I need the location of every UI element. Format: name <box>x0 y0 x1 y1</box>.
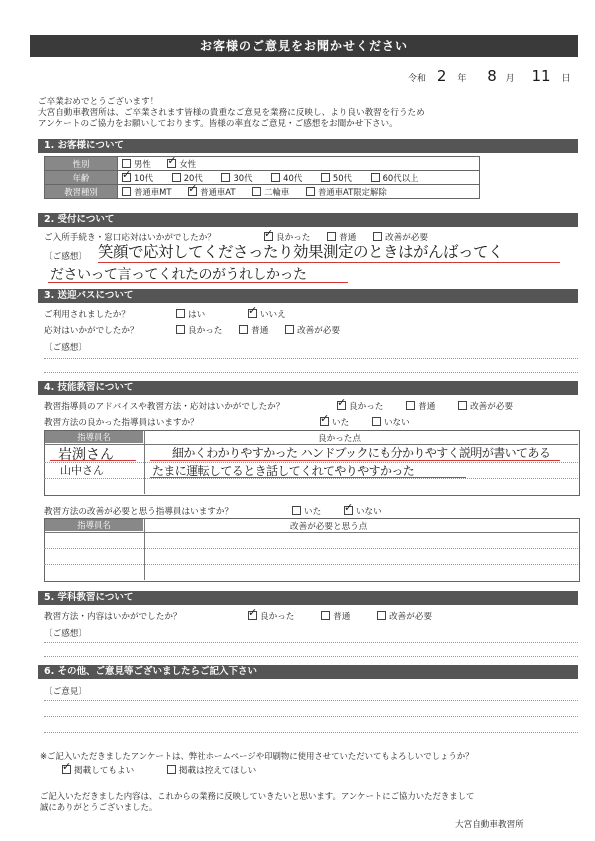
bus-good-option[interactable] <box>176 324 222 336</box>
good-points-header: 良かった点 <box>318 434 361 444</box>
age-label: 年齢 <box>45 171 118 185</box>
improve-points-header: 改善が必要と思う点 <box>290 522 368 532</box>
class-comment-label: 〔ご感想〕 <box>44 629 87 639</box>
age-40s-option[interactable] <box>271 172 302 184</box>
course-type-label: 教習種別 <box>45 185 118 199</box>
date-month-unit: 月 <box>505 74 515 84</box>
good-instructor-yes-label: いた <box>332 418 350 428</box>
improve-instructor-yes-option[interactable] <box>292 505 321 517</box>
intro-line-3: アンケートのご協力をお願いしております。皆様の率直なご意見・ご感想をお聞かせ下さい。 <box>38 119 398 129</box>
type-bike-label: 二輪車 <box>264 186 290 197</box>
type-at-option[interactable] <box>188 186 235 198</box>
good-instructor-yes-option[interactable] <box>320 416 349 428</box>
bus-comment-line-2[interactable] <box>44 372 578 373</box>
skill-improve-option[interactable] <box>458 400 513 412</box>
bus-service-options <box>176 324 354 336</box>
gender-options <box>118 157 480 171</box>
age-20s-checkbox[interactable] <box>172 173 181 182</box>
good-point-1[interactable]: 細かくわかりやすかった ハンドブックにも分かりやすく説明が書いてある <box>172 446 551 460</box>
publish-ok-option[interactable] <box>62 764 134 776</box>
class-good-label: 良かった <box>260 612 295 622</box>
good-point-2[interactable]: たまに運転してるとき話してくれてやりやすかった <box>152 464 415 478</box>
skill-normal-checkbox[interactable] <box>406 401 415 410</box>
type-at-release-label: 普通車AT限定解除 <box>317 186 387 197</box>
section-2-heading: 2. 受付について <box>38 213 578 227</box>
improve-instructor-no-checkbox[interactable] <box>344 506 353 515</box>
type-bike-checkbox[interactable] <box>252 187 261 196</box>
type-bike-option[interactable] <box>252 186 289 198</box>
reception-comment-line-1[interactable]: 笑顔で応対してくださったり効果測定のときはがんばってく <box>98 243 504 261</box>
bus-improve-label: 改善が必要 <box>297 326 341 336</box>
age-60s-option[interactable] <box>371 172 419 184</box>
good-point-2-underline <box>150 477 466 478</box>
good-instructor-name-2[interactable]: 山中さん <box>60 464 104 477</box>
type-at-label: 普通車AT <box>200 186 236 197</box>
good-instructor-yes-checkbox[interactable] <box>320 417 329 426</box>
class-normal-checkbox[interactable] <box>321 611 330 620</box>
publish-ng-checkbox[interactable] <box>167 765 176 774</box>
bus-improve-checkbox[interactable] <box>285 325 294 334</box>
closing-line-2: 誠にありがとうございました。 <box>40 802 158 812</box>
publish-ok-checkbox[interactable] <box>62 765 71 774</box>
age-30s-option[interactable] <box>221 172 252 184</box>
organization-name: 大宮自動車教習所 <box>455 820 524 830</box>
age-40s-label: 40代 <box>283 172 303 183</box>
publish-ok-label: 掲載してもよい <box>74 766 135 776</box>
gender-male-label: 男性 <box>134 158 151 169</box>
class-question: 教習方法・内容はいかがでしたか？ <box>44 612 182 622</box>
skill-advice-question: 教習指導員のアドバイスや教習方法・応対はいかがでしたか？ <box>44 402 285 412</box>
reception-normal-label: 普通 <box>339 233 357 243</box>
closing-line-1: ご記入いただきました内容は、これからの業務に反映していきたいと思います。アンケートにご協力いただきまして <box>40 791 475 801</box>
bus-comment-line-1[interactable] <box>44 358 578 359</box>
age-10s-checkbox[interactable] <box>122 173 131 182</box>
publish-ng-label: 掲載は控えてほしい <box>178 766 257 776</box>
type-mt-label: 普通車MT <box>134 186 172 197</box>
improve-instructor-no-option[interactable] <box>344 505 382 517</box>
other-comment-line-3[interactable] <box>44 732 578 733</box>
intro-line-2: 大宮自動車教習所は、ご卒業されます皆様の貴重なご意見を業務に反映し、より良い教習を行うため <box>38 108 425 118</box>
improve-instructor-table-divider <box>144 518 145 580</box>
reception-question: ご入所手続き・窓口応対はいかがでしたか？ <box>44 233 216 243</box>
skill-improve-checkbox[interactable] <box>458 401 467 410</box>
good-point-1-underline <box>150 460 560 461</box>
page-title: お客様のご意見をお聞かせください <box>30 35 578 57</box>
section-6-heading: 6. その他、ご意見等ございましたらご記入下さい <box>38 665 578 679</box>
bus-usage-options <box>176 308 300 320</box>
class-comment-line-2[interactable] <box>44 656 578 657</box>
bus-usage-no-checkbox[interactable] <box>248 309 257 318</box>
instructor-1-underline <box>50 460 136 461</box>
gender-female-checkbox[interactable] <box>167 159 176 168</box>
type-at-checkbox[interactable] <box>188 187 197 196</box>
gender-female-option[interactable] <box>167 158 196 170</box>
other-comment-line-2[interactable] <box>44 716 578 717</box>
class-improve-checkbox[interactable] <box>377 611 386 620</box>
publish-notice: ※ご記入いただきましたアンケートは、弊社ホームページや印刷物に使用させていただいてもよろしいでしょうか？ <box>40 751 474 761</box>
section-3-heading: 3. 送迎バスについて <box>38 289 578 303</box>
skill-good-option[interactable] <box>337 400 383 412</box>
improve-instructor-yes-label: いた <box>304 507 322 517</box>
good-instructor-no-label: いない <box>383 418 410 428</box>
reception-comment-underline-1 <box>98 262 560 263</box>
good-instructor-no-checkbox[interactable] <box>372 417 381 426</box>
date-year[interactable]: 2 <box>436 67 447 85</box>
bus-service-question: 応対はいかがでしたか？ <box>44 326 139 336</box>
gender-female-label: 女性 <box>179 158 197 169</box>
course-type-options <box>118 185 480 199</box>
class-improve-label: 改善が必要 <box>389 612 433 622</box>
good-instructor-no-option[interactable] <box>372 416 410 428</box>
type-at-release-checkbox[interactable] <box>306 187 315 196</box>
section-1-heading: 1. お客様について <box>38 139 578 153</box>
section-5-heading: 5. 学科教習について <box>38 591 578 605</box>
date-day[interactable]: 11 <box>531 67 551 85</box>
publish-options <box>62 764 270 776</box>
improve-instructor-row-rule-1 <box>44 548 578 549</box>
date-year-unit: 年 <box>457 74 467 84</box>
type-at-release-option[interactable] <box>306 186 387 198</box>
bus-usage-no-label: いいえ <box>259 310 286 320</box>
class-normal-option[interactable] <box>321 610 350 622</box>
age-10s-label: 10代 <box>134 172 154 183</box>
other-comment-label: 〔ご意見〕 <box>44 687 87 697</box>
bus-normal-option[interactable] <box>239 324 268 336</box>
skill-normal-option[interactable] <box>406 400 435 412</box>
bus-usage-question: ご利用されましたか？ <box>44 310 130 320</box>
improve-instructor-no-label: いない <box>355 507 382 517</box>
skill-improve-label: 改善が必要 <box>470 402 514 412</box>
age-50s-label: 50代 <box>332 172 352 183</box>
age-40s-checkbox[interactable] <box>271 173 280 182</box>
date-day-unit: 日 <box>561 74 571 84</box>
reception-comment-label: 〔ご感想〕 <box>44 252 87 262</box>
improve-instructor-name-header: 指導員名 <box>45 519 143 531</box>
bus-usage-yes-label: はい <box>188 310 206 320</box>
intro-line-1: ご卒業おめでとうございます！ <box>38 97 159 107</box>
good-instructor-name-1[interactable]: 岩渕さん <box>58 447 114 463</box>
age-30s-checkbox[interactable] <box>221 173 230 182</box>
class-good-checkbox[interactable] <box>248 611 257 620</box>
class-options <box>248 610 446 622</box>
other-comment-line-1[interactable] <box>44 700 578 701</box>
improve-instructor-options <box>292 505 396 517</box>
reception-comment-line-2[interactable]: ださいって言ってくれたのがうれしかった <box>50 267 307 283</box>
type-mt-option[interactable] <box>122 186 171 198</box>
type-mt-checkbox[interactable] <box>122 187 131 196</box>
age-60s-checkbox[interactable] <box>371 173 380 182</box>
date-line <box>408 67 571 85</box>
age-10s-option[interactable] <box>122 172 153 184</box>
good-instructor-question: 教習方法の良かった指導員はいますか？ <box>44 418 199 428</box>
date-era: 令和 <box>408 74 427 84</box>
age-30s-label: 30代 <box>233 172 253 183</box>
class-comment-line-1[interactable] <box>44 642 578 643</box>
reception-comment-underline-2 <box>48 282 348 283</box>
age-50s-checkbox[interactable] <box>321 173 330 182</box>
bus-usage-no-option[interactable] <box>248 308 286 320</box>
good-instructor-options <box>320 416 424 428</box>
age-options <box>118 171 480 185</box>
age-50s-option[interactable] <box>321 172 352 184</box>
gender-male-checkbox[interactable] <box>122 159 131 168</box>
bus-usage-yes-checkbox[interactable] <box>176 309 185 318</box>
bus-comment-label: 〔ご感想〕 <box>44 343 87 353</box>
bus-normal-checkbox[interactable] <box>239 325 248 334</box>
section-4-heading: 4. 技能教習について <box>38 381 578 395</box>
reception-improve-label: 改善が必要 <box>385 233 429 243</box>
reception-good-label: 良かった <box>276 233 311 243</box>
skill-normal-label: 普通 <box>418 402 436 412</box>
publish-ng-option[interactable] <box>167 764 256 776</box>
bus-good-label: 良かった <box>188 326 223 336</box>
skill-good-label: 良かった <box>349 402 384 412</box>
bus-improve-option[interactable] <box>285 324 340 336</box>
gender-label: 性別 <box>45 157 118 171</box>
age-20s-label: 20代 <box>183 172 203 183</box>
improve-instructor-header-rule <box>44 532 578 533</box>
class-good-option[interactable] <box>248 610 294 622</box>
skill-good-checkbox[interactable] <box>337 401 346 410</box>
class-normal-label: 普通 <box>333 612 351 622</box>
improve-instructor-yes-checkbox[interactable] <box>292 506 301 515</box>
skill-advice-options <box>337 400 513 412</box>
age-60s-label: 60代以上 <box>382 172 419 183</box>
improve-instructor-row-rule-2 <box>44 564 578 565</box>
bus-normal-label: 普通 <box>251 326 269 336</box>
date-month[interactable]: 8 <box>487 67 497 85</box>
improve-instructor-question: 教習方法の改善が必要と思う指導員はいますか？ <box>44 507 234 517</box>
bus-usage-yes-option[interactable] <box>176 308 205 320</box>
customer-info-table <box>44 156 480 199</box>
good-instructor-name-header: 指導員名 <box>45 431 143 443</box>
bus-good-checkbox[interactable] <box>176 325 185 334</box>
class-improve-option[interactable] <box>377 610 432 622</box>
